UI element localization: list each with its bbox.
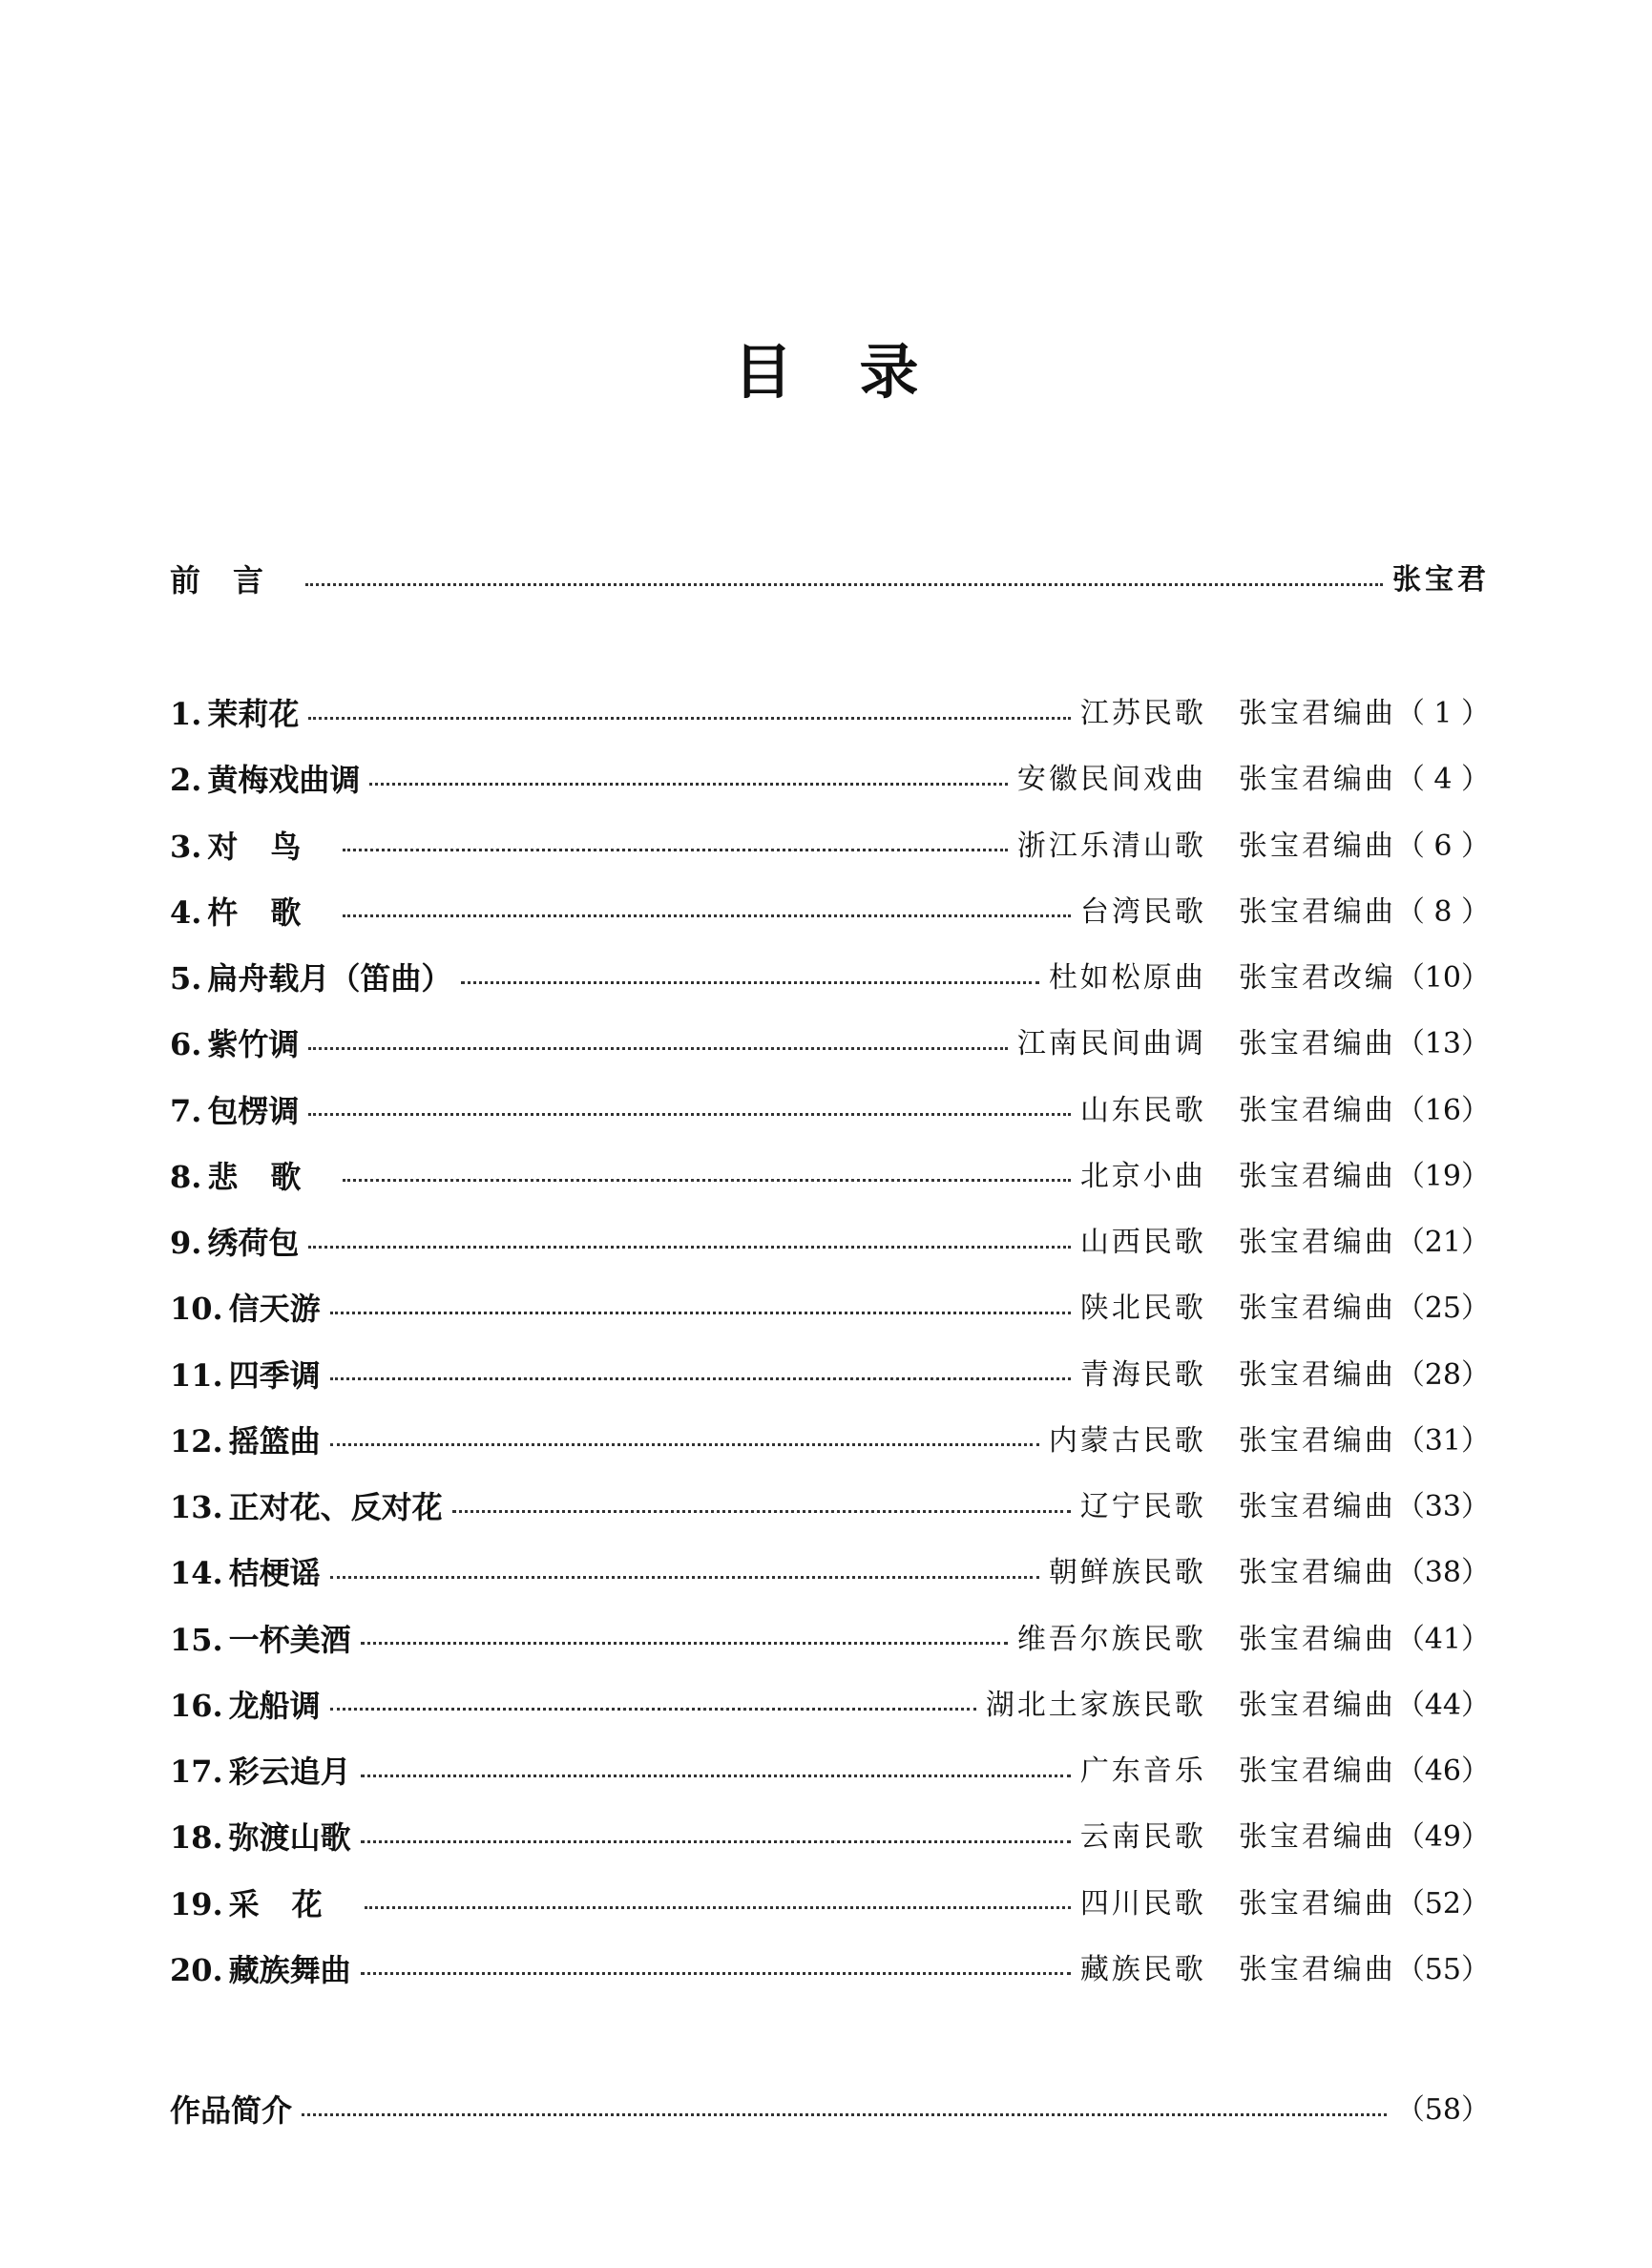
entry-number: 10. xyxy=(170,1291,223,1328)
entry-label xyxy=(170,890,333,935)
entry-origin: 内蒙古民歌 xyxy=(1048,1423,1206,1458)
entry-arranger: 张宝君编曲 xyxy=(1238,829,1396,863)
entry-arranger: 张宝君改编 xyxy=(1238,961,1396,995)
entry-origin: 青海民歌 xyxy=(1079,1357,1206,1392)
dot-leader xyxy=(330,1312,1071,1314)
entry-origin: 江南民间曲调 xyxy=(1016,1027,1206,1061)
entry-title: 四季调 xyxy=(228,1356,321,1394)
entry-page: （46） xyxy=(1395,1754,1490,1788)
toc-entry[interactable] xyxy=(170,956,1490,1001)
entry-number: 13. xyxy=(170,1489,223,1525)
entry-page: （ 8 ） xyxy=(1395,894,1490,929)
entry-origin: 台湾民歌 xyxy=(1079,894,1206,929)
entry-label xyxy=(170,1286,321,1332)
entry-origin: 朝鲜族民歌 xyxy=(1048,1556,1206,1590)
entry-origin: 浙江乐清山歌 xyxy=(1016,829,1206,863)
toc-entry[interactable] xyxy=(170,1484,1490,1530)
entry-title: 茉莉花 xyxy=(207,696,300,732)
toc-entry[interactable] xyxy=(170,1021,1490,1067)
entry-number: 17. xyxy=(170,1754,223,1790)
entry-number: 14. xyxy=(170,1555,223,1592)
entry-label xyxy=(170,824,333,870)
entry-number: 1. xyxy=(170,696,202,732)
entry-page: （25） xyxy=(1395,1292,1490,1326)
entry-number: 19. xyxy=(170,1885,223,1922)
entry-arranger: 张宝君编曲 xyxy=(1238,1490,1396,1523)
toc-entry[interactable] xyxy=(170,1683,1490,1729)
dot-leader xyxy=(361,1774,1071,1777)
entry-arranger: 张宝君编曲 xyxy=(1238,1688,1396,1722)
entry-label xyxy=(170,1353,321,1398)
entry-number: 5. xyxy=(170,960,202,997)
toc-entry[interactable] xyxy=(170,1154,1490,1200)
toc-entry[interactable] xyxy=(170,1418,1490,1464)
entry-arranger: 张宝君编曲 xyxy=(1238,1423,1396,1458)
entry-origin: 维吾尔族民歌 xyxy=(1016,1622,1206,1656)
preface-author: 张宝君 xyxy=(1392,563,1490,597)
entry-origin: 山东民歌 xyxy=(1079,1093,1206,1127)
dot-leader xyxy=(361,1972,1071,1975)
entry-number: 3. xyxy=(170,828,202,865)
entry-number: 4. xyxy=(170,893,202,931)
entry-origin: 北京小曲 xyxy=(1079,1159,1206,1193)
toc-entry[interactable] xyxy=(170,1617,1490,1663)
entry-origin: 湖北土家族民歌 xyxy=(985,1688,1206,1722)
appendix-label: 作品简介 xyxy=(170,2092,293,2129)
entry-origin: 安徽民间戏曲 xyxy=(1016,763,1206,797)
entry-arranger: 张宝君编曲 xyxy=(1238,1952,1396,1986)
entry-label xyxy=(170,691,299,737)
dot-leader xyxy=(343,849,1007,851)
entry-number: 16. xyxy=(170,1687,223,1724)
dot-leader xyxy=(330,1708,976,1711)
entry-arranger: 张宝君编曲 xyxy=(1238,1820,1396,1855)
entry-title: 包楞调 xyxy=(207,1092,300,1129)
entry-number: 18. xyxy=(170,1819,223,1857)
entry-title: 桔梗谣 xyxy=(228,1555,321,1592)
toc-entry[interactable] xyxy=(170,757,1490,803)
entry-arranger: 张宝君编曲 xyxy=(1238,1027,1396,1061)
entry-title: 正对花、反对花 xyxy=(228,1489,443,1525)
entry-label xyxy=(170,1749,351,1795)
entry-page: （31） xyxy=(1395,1423,1490,1458)
entry-origin: 云南民歌 xyxy=(1079,1820,1206,1855)
entry-page: （52） xyxy=(1395,1886,1490,1921)
entry-title: 杵歌 xyxy=(207,893,334,931)
entry-number: 7. xyxy=(170,1092,202,1129)
entry-origin: 江苏民歌 xyxy=(1079,697,1206,730)
entry-label xyxy=(170,1815,351,1860)
entry-arranger: 张宝君编曲 xyxy=(1238,697,1396,730)
toc-entry[interactable] xyxy=(170,1947,1490,1993)
entry-title: 紫竹调 xyxy=(207,1026,300,1063)
dot-leader xyxy=(365,1906,1071,1909)
toc-entry[interactable] xyxy=(170,890,1490,935)
toc-entry[interactable] xyxy=(170,691,1490,737)
dot-leader xyxy=(361,1642,1008,1645)
entry-page: （13） xyxy=(1395,1027,1490,1061)
entry-label xyxy=(170,1021,299,1067)
entry-label xyxy=(170,1881,355,1927)
dot-leader xyxy=(461,981,1038,984)
entry-label xyxy=(170,956,451,1001)
entry-origin: 藏族民歌 xyxy=(1079,1952,1206,1986)
entry-page: （55） xyxy=(1395,1952,1490,1986)
dot-leader xyxy=(361,1840,1071,1843)
entry-title: 彩云追月 xyxy=(228,1754,351,1790)
dot-leader xyxy=(308,1113,1070,1116)
entry-number: 12. xyxy=(170,1422,223,1460)
entry-origin: 陕北民歌 xyxy=(1079,1292,1206,1326)
toc-entry[interactable] xyxy=(170,1353,1490,1398)
toc-entry[interactable] xyxy=(170,1286,1490,1332)
entry-page: （ 6 ） xyxy=(1395,829,1490,863)
dot-leader xyxy=(302,2113,1387,2116)
entry-label xyxy=(170,1617,351,1663)
entry-label xyxy=(170,1683,321,1729)
entry-number: 6. xyxy=(170,1026,202,1063)
dot-leader xyxy=(305,583,1383,586)
preface-label: 前言 xyxy=(170,562,297,598)
entry-page: （ 4 ） xyxy=(1395,763,1490,797)
entry-arranger: 张宝君编曲 xyxy=(1238,1093,1396,1127)
entry-page: （49） xyxy=(1395,1820,1490,1855)
toc-entry[interactable] xyxy=(170,1550,1490,1596)
toc-entry[interactable] xyxy=(170,1749,1490,1795)
entry-title: 黄梅戏曲调 xyxy=(207,762,361,799)
entry-title: 信天游 xyxy=(228,1291,321,1328)
dot-leader xyxy=(308,717,1070,720)
entry-page: （21） xyxy=(1395,1226,1490,1259)
entry-title: 弥渡山歌 xyxy=(228,1819,351,1857)
entry-arranger: 张宝君编曲 xyxy=(1238,1292,1396,1326)
entry-arranger: 张宝君编曲 xyxy=(1238,1622,1396,1656)
toc-entry[interactable] xyxy=(170,1881,1490,1927)
page-title: 目录 xyxy=(733,337,986,407)
toc-entry[interactable] xyxy=(170,1088,1490,1134)
entry-number: 11. xyxy=(170,1356,223,1394)
toc-entry[interactable] xyxy=(170,1220,1490,1266)
entry-title: 扁舟载月（笛曲） xyxy=(207,960,452,997)
entry-title: 绣荷包 xyxy=(207,1225,300,1261)
entry-number: 15. xyxy=(170,1621,223,1658)
entry-arranger: 张宝君编曲 xyxy=(1238,1754,1396,1788)
entry-arranger: 张宝君编曲 xyxy=(1238,1556,1396,1590)
entry-arranger: 张宝君编曲 xyxy=(1238,763,1396,797)
toc-preface-row[interactable] xyxy=(170,557,1490,603)
entry-label xyxy=(170,1947,351,1993)
toc-entry[interactable] xyxy=(170,1815,1490,1860)
entry-origin: 杜如松原曲 xyxy=(1048,961,1206,995)
entry-page: （28） xyxy=(1395,1357,1490,1392)
entry-origin: 广东音乐 xyxy=(1079,1754,1206,1788)
entry-title: 对鸟 xyxy=(207,828,334,865)
entry-label xyxy=(170,757,360,803)
entry-title: 龙船调 xyxy=(228,1687,321,1724)
toc-entry[interactable] xyxy=(170,824,1490,870)
entry-arranger: 张宝君编曲 xyxy=(1238,1886,1396,1921)
dot-leader xyxy=(330,1377,1071,1380)
entry-label xyxy=(170,1484,443,1530)
dot-leader xyxy=(343,1179,1070,1182)
entry-page: （38） xyxy=(1395,1556,1490,1590)
entry-page: （33） xyxy=(1395,1490,1490,1523)
entry-number: 8. xyxy=(170,1158,202,1195)
entry-page: （16） xyxy=(1395,1093,1490,1127)
dot-leader xyxy=(330,1576,1039,1579)
entry-label xyxy=(170,1088,299,1134)
dot-leader xyxy=(330,1443,1039,1446)
entry-page: （44） xyxy=(1395,1688,1490,1722)
entry-label xyxy=(170,1220,299,1266)
entry-origin: 山西民歌 xyxy=(1079,1226,1206,1259)
entry-label xyxy=(170,1550,321,1596)
entry-arranger: 张宝君编曲 xyxy=(1238,1357,1396,1392)
entry-title: 藏族舞曲 xyxy=(228,1951,351,1988)
dot-leader xyxy=(308,1246,1070,1249)
entry-title: 悲歌 xyxy=(207,1158,334,1195)
appendix-page: （58） xyxy=(1395,2093,1490,2127)
entry-origin: 辽宁民歌 xyxy=(1079,1490,1206,1523)
entry-label xyxy=(170,1418,321,1464)
entry-label xyxy=(170,1154,333,1200)
entry-title: 一杯美酒 xyxy=(228,1621,351,1658)
dot-leader xyxy=(452,1510,1071,1513)
dot-leader xyxy=(308,1047,1007,1050)
entry-page: （41） xyxy=(1395,1622,1490,1656)
entry-arranger: 张宝君编曲 xyxy=(1238,1159,1396,1193)
entry-title: 采花 xyxy=(228,1885,355,1922)
entry-number: 9. xyxy=(170,1225,202,1261)
dot-leader xyxy=(369,783,1007,786)
toc-appendix-row[interactable] xyxy=(170,2088,1490,2133)
dot-leader xyxy=(343,914,1070,917)
entry-arranger: 张宝君编曲 xyxy=(1238,894,1396,929)
entry-title: 摇篮曲 xyxy=(228,1422,321,1460)
entry-page: （19） xyxy=(1395,1159,1490,1193)
entry-arranger: 张宝君编曲 xyxy=(1238,1226,1396,1259)
entry-number: 20. xyxy=(170,1951,223,1988)
entry-page: （10） xyxy=(1395,961,1490,995)
entry-page: （ 1 ） xyxy=(1395,697,1490,730)
entry-origin: 四川民歌 xyxy=(1079,1886,1206,1921)
entry-number: 2. xyxy=(170,762,202,799)
